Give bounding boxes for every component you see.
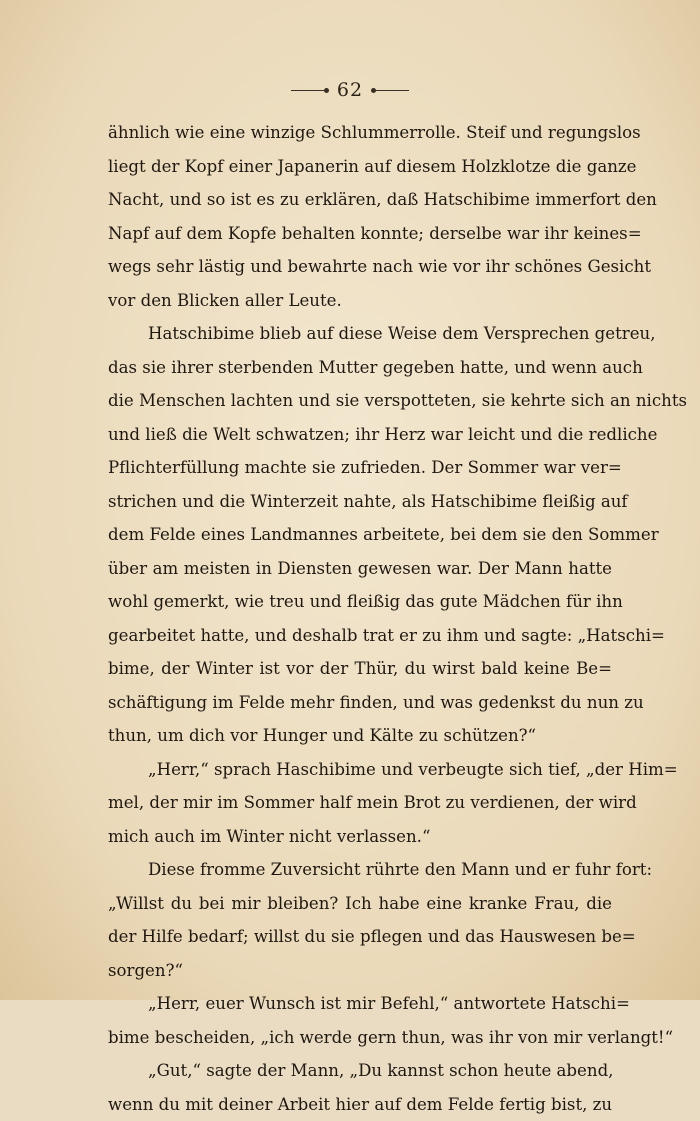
body-text	[108, 116, 612, 1121]
text-line: Nacht, und so ist es zu erklären, daß Hatschibime immerfort den	[108, 183, 612, 217]
text-line: und ließ die Welt schwatzen; ihr Herz war leicht und die redliche	[108, 418, 612, 452]
text-line: schäftigung im Felde mehr finden, und was gedenkst du nun zu	[108, 686, 612, 720]
text-line: mel, der mir im Sommer half mein Brot zu verdienen, der wird	[108, 786, 612, 820]
text-line: „Herr,“ sprach Haschibime und verbeugte sich tief, „der Him=	[108, 753, 612, 787]
paragraph	[108, 116, 612, 317]
text-line: mich auch im Winter nicht verlassen.“	[108, 820, 612, 854]
header-ornament-right	[373, 90, 409, 91]
text-line: Diese fromme Zuversicht rührte den Mann und er fuhr fort:	[108, 853, 612, 887]
header-ornament-left	[291, 90, 327, 91]
text-line: „Willst du bei mir bleiben? Ich habe eine kranke Frau, die	[108, 887, 612, 921]
text-line: thun, um dich vor Hunger und Kälte zu schützen?“	[108, 719, 612, 753]
text-line: vor den Blicken aller Leute.	[108, 284, 612, 318]
paragraph	[108, 987, 612, 1054]
paragraph	[108, 853, 612, 987]
page-number: 62	[337, 79, 363, 101]
paragraph	[108, 753, 612, 854]
text-line: wohl gemerkt, wie treu und fleißig das gute Mädchen für ihn	[108, 585, 612, 619]
text-line: dem Felde eines Landmannes arbeitete, bei dem sie den Sommer	[108, 518, 612, 552]
page-header	[0, 76, 700, 104]
text-line: „Gut,“ sagte der Mann, „Du kannst schon heute abend,	[108, 1054, 612, 1088]
paragraph	[108, 317, 612, 753]
text-line: Pflichterfüllung machte sie zufrieden. Der Sommer war ver=	[108, 451, 612, 485]
paragraph	[108, 1054, 612, 1121]
text-line: die Menschen lachten und sie verspotteten, sie kehrte sich an nichts	[108, 384, 612, 418]
text-line: wegs sehr lästig und bewahrte nach wie vor ihr schönes Gesicht	[108, 250, 612, 284]
text-line: Napf auf dem Kopfe behalten konnte; derselbe war ihr keines=	[108, 217, 612, 251]
text-line: liegt der Kopf einer Japanerin auf diesem Holzklotze die ganze	[108, 150, 612, 184]
text-line: wenn du mit deiner Arbeit hier auf dem Felde fertig bist, zu	[108, 1088, 612, 1121]
text-line: sorgen?“	[108, 954, 612, 988]
text-line: das sie ihrer sterbenden Mutter gegeben hatte, und wenn auch	[108, 351, 612, 385]
text-line: bime, der Winter ist vor der Thür, du wirst bald keine Be=	[108, 652, 612, 686]
text-line: „Herr, euer Wunsch ist mir Befehl,“ antwortete Hatschi=	[108, 987, 612, 1021]
text-line: Hatschibime blieb auf diese Weise dem Versprechen getreu,	[108, 317, 612, 351]
text-line: ähnlich wie eine winzige Schlummerrolle. Steif und regungslos	[108, 116, 612, 150]
text-line: der Hilfe bedarf; willst du sie pflegen und das Hauswesen be=	[108, 920, 612, 954]
text-line: strichen und die Winterzeit nahte, als Hatschibime fleißig auf	[108, 485, 612, 519]
text-line: über am meisten in Diensten gewesen war. Der Mann hatte	[108, 552, 612, 586]
text-line: gearbeitet hatte, und deshalb trat er zu ihm und sagte: „Hatschi=	[108, 619, 612, 653]
text-line: bime bescheiden, „ich werde gern thun, was ihr von mir verlangt!“	[108, 1021, 612, 1055]
